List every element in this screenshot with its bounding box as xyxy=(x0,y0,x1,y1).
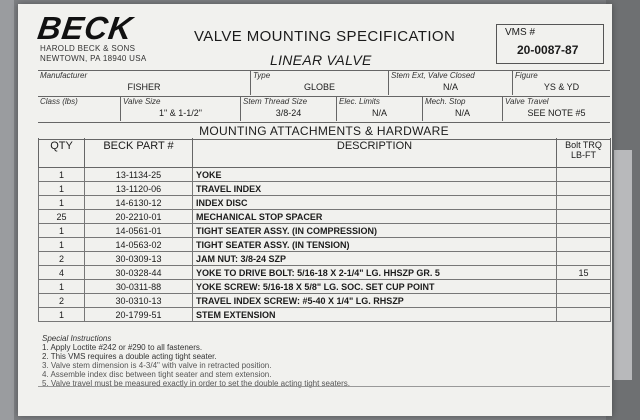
beck-logo: BECK xyxy=(35,10,136,46)
document-subtitle: LINEAR VALVE xyxy=(270,52,372,68)
qty-cell: 1 xyxy=(39,224,85,238)
bolt-torque-cell xyxy=(557,308,611,322)
col-header-part: BECK PART # xyxy=(85,138,193,168)
table-row xyxy=(39,308,611,322)
field-value: SEE NOTE #5 xyxy=(527,108,586,118)
bolt-torque-cell: 15 xyxy=(557,266,611,280)
description-cell: TIGHT SEATER ASSY. (IN COMPRESSION) xyxy=(193,224,557,238)
description-cell: STEM EXTENSION xyxy=(193,308,557,322)
qty-cell: 1 xyxy=(39,182,85,196)
part-number-cell: 14-6130-12 xyxy=(85,196,193,210)
field-label: Class (lbs) xyxy=(40,97,78,106)
bolt-torque-cell xyxy=(557,280,611,294)
field-figure xyxy=(512,71,610,95)
document-title: VALVE MOUNTING SPECIFICATION xyxy=(194,28,456,45)
spec-fields-row-2 xyxy=(38,96,610,121)
part-number-cell: 14-0561-01 xyxy=(85,224,193,238)
description-cell: TRAVEL INDEX xyxy=(193,182,557,196)
description-cell: TIGHT SEATER ASSY. (IN TENSION) xyxy=(193,238,557,252)
description-cell: TRAVEL INDEX SCREW: #5-40 X 1/4" LG. RHSZP xyxy=(193,294,557,308)
vms-number: 20-0087-87 xyxy=(517,43,579,57)
field-value: N/A xyxy=(454,108,470,118)
table-row xyxy=(39,196,611,210)
qty-cell: 1 xyxy=(39,308,85,322)
table-row xyxy=(39,280,611,294)
part-number-cell: 30-0311-88 xyxy=(85,280,193,294)
table-row xyxy=(39,224,611,238)
bolt-torque-cell xyxy=(557,238,611,252)
part-number-cell: 30-0310-13 xyxy=(85,294,193,308)
field-label: Valve Size xyxy=(123,97,161,106)
field-valve-travel xyxy=(502,97,610,121)
field-value: FISHER xyxy=(127,82,161,92)
vms-number-box xyxy=(496,24,604,64)
field-stem-thread xyxy=(240,97,336,121)
qty-cell: 1 xyxy=(39,238,85,252)
note-line: 1. Apply Loctite #242 or #290 to all fasteners. xyxy=(42,343,203,352)
field-valve-size xyxy=(120,97,240,121)
section-title: MOUNTING ATTACHMENTS & HARDWARE xyxy=(38,122,610,140)
note-line: 5. Valve travel must be measured exactly in order to set the double acting tight seaters. xyxy=(42,379,351,388)
field-label: Figure xyxy=(515,71,538,80)
field-elec-limits xyxy=(336,97,422,121)
table-row xyxy=(39,252,611,266)
bolt-torque-cell xyxy=(557,210,611,224)
bolt-torque-cell xyxy=(557,168,611,182)
field-manufacturer xyxy=(38,71,250,95)
background-right-highlight xyxy=(614,150,632,380)
table-row xyxy=(39,266,611,280)
table-row xyxy=(39,182,611,196)
note-line: 4. Assemble index disc between tight seater and stem extension. xyxy=(42,370,272,379)
table-row xyxy=(39,294,611,308)
field-value: GLOBE xyxy=(303,82,335,92)
part-number-cell: 20-1799-51 xyxy=(85,308,193,322)
note-line: 2. This VMS requires a double acting tight seater. xyxy=(42,352,217,361)
part-number-cell: 13-1120-06 xyxy=(85,182,193,196)
qty-cell: 4 xyxy=(39,266,85,280)
qty-cell: 1 xyxy=(39,196,85,210)
part-number-cell: 14-0563-02 xyxy=(85,238,193,252)
field-label: Stem Thread Size xyxy=(243,97,308,106)
field-label: Type xyxy=(253,71,271,80)
field-value: N/A xyxy=(442,82,458,92)
hardware-table xyxy=(38,138,611,322)
table-row xyxy=(39,210,611,224)
field-label: Elec. Limits xyxy=(339,97,380,106)
special-instructions xyxy=(42,334,602,388)
company-address: NEWTOWN, PA 18940 USA xyxy=(40,54,147,63)
part-number-cell: 30-0328-44 xyxy=(85,266,193,280)
field-value: 3/8-24 xyxy=(275,108,302,118)
field-class xyxy=(38,97,120,121)
part-number-cell: 20-2210-01 xyxy=(85,210,193,224)
qty-cell: 2 xyxy=(39,252,85,266)
table-row xyxy=(39,238,611,252)
part-number-cell: 13-1134-25 xyxy=(85,168,193,182)
description-cell: INDEX DISC xyxy=(193,196,557,210)
field-value: YS & YD xyxy=(543,82,580,92)
bolt-torque-cell xyxy=(557,182,611,196)
field-type xyxy=(250,71,388,95)
bolt-torque-cell xyxy=(557,252,611,266)
note-line: 3. Valve stem dimension is 4-3/4" with valve in retracted position. xyxy=(42,361,272,370)
field-label: Stem Ext, Valve Closed xyxy=(391,71,475,80)
description-cell: YOKE xyxy=(193,168,557,182)
notes-heading: Special Instructions xyxy=(42,334,112,343)
qty-cell: 1 xyxy=(39,168,85,182)
table-header-row xyxy=(39,138,611,168)
field-label: Manufacturer xyxy=(40,71,88,80)
description-cell: JAM NUT: 3/8-24 SZP xyxy=(193,252,557,266)
description-cell: YOKE SCREW: 5/16-18 X 5/8" LG. SOC. SET CUP POINT xyxy=(193,280,557,294)
qty-cell: 25 xyxy=(39,210,85,224)
bottom-divider xyxy=(38,386,610,387)
bolt-torque-cell xyxy=(557,196,611,210)
col-header-description: DESCRIPTION xyxy=(193,138,557,168)
bolt-torque-cell xyxy=(557,294,611,308)
background-left xyxy=(0,0,14,420)
field-mech-stop xyxy=(422,97,502,121)
field-label: Valve Travel xyxy=(505,97,549,106)
spec-fields-row-1 xyxy=(38,70,610,95)
part-number-cell: 30-0309-13 xyxy=(85,252,193,266)
col-header-qty: QTY xyxy=(39,138,85,168)
field-value: 1" & 1-1/2" xyxy=(159,108,202,118)
spec-sheet xyxy=(18,4,612,416)
col-header-bolt-torque: Bolt TRQ LB-FT xyxy=(557,138,611,168)
field-stem-ext xyxy=(388,71,512,95)
qty-cell: 1 xyxy=(39,280,85,294)
field-value: N/A xyxy=(371,108,387,118)
sheet-header xyxy=(18,4,612,70)
bolt-torque-cell xyxy=(557,224,611,238)
table-row xyxy=(39,168,611,182)
field-label: Mech. Stop xyxy=(425,97,466,106)
vms-label: VMS # xyxy=(505,27,536,38)
qty-cell: 2 xyxy=(39,294,85,308)
company-name: HAROLD BECK & SONS xyxy=(40,44,136,53)
description-cell: YOKE TO DRIVE BOLT: 5/16-18 X 2-1/4" LG. HHSZP GR. 5 xyxy=(193,266,557,280)
description-cell: MECHANICAL STOP SPACER xyxy=(193,210,557,224)
